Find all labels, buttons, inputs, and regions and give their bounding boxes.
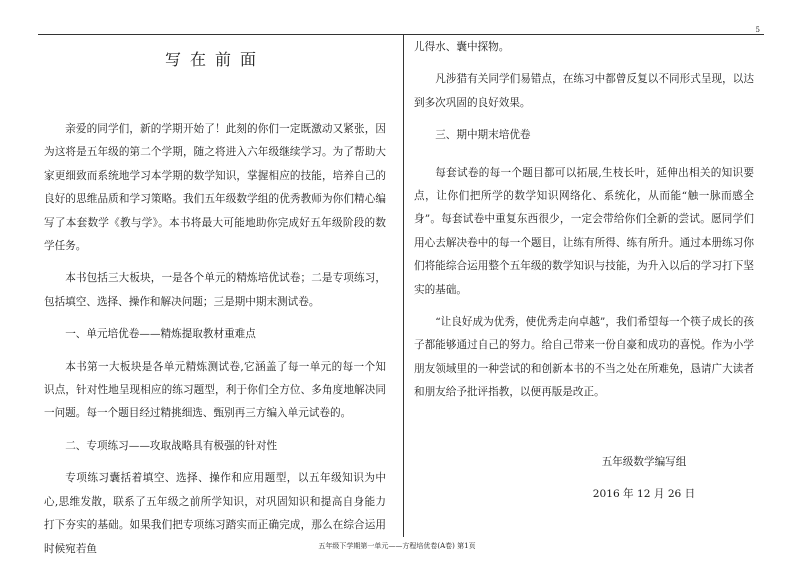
special-paragraph: 专项练习囊括着填空、选择、操作和应用题型，以五年级知识为中心,思维发散，联系了五年级之前所学知识，对巩固知识和提高自身能力打下夯实的基础。如果我们把专项练习踏实而正确完成，那么在综合运用时候宛若鱼 bbox=[44, 472, 386, 555]
page-number: 5 bbox=[755, 26, 760, 34]
closing-paragraph: “让良好成为优秀，使优秀走向卓越”，我们希望每一个筷子成长的孩子都能够通过自己的努力。给自己带来一份自豪和成功的喜悦。作为小学朋友领域里的一种尝试的和创新本书的不当之处在所难免，恳请广大读者和朋友给予批评指教，以便再版是改正。 bbox=[414, 316, 754, 399]
section-heading-special: 二、专项练习——攻取战略具有极强的针对性 bbox=[65, 439, 278, 452]
right-column bbox=[414, 36, 754, 507]
continued-paragraph: 儿得水、囊中探物。 bbox=[414, 41, 510, 53]
signature-date: 2016 年 12 月 26 日 bbox=[592, 488, 696, 501]
unit-paragraph: 本书第一大板块是各单元精炼测试卷,它涵盖了每一单元的每一个知识点，针对性地呈现相应的练习题型，利于你们全方位、多角度地解决同一问题。每一个题目经过精挑细选、甄别再三方编入单元试卷的。 bbox=[44, 360, 386, 420]
section-heading-unit: 一、单元培优卷——精炼提取教材重难点 bbox=[65, 328, 256, 341]
mistakes-paragraph: 凡涉猎有关同学们易错点，在练习中都曾反复以不同形式呈现，以达到多次巩固的良好效果。 bbox=[414, 73, 754, 109]
top-rule bbox=[38, 34, 764, 35]
overview-paragraph: 本书包括三大板块，一是各个单元的精炼培优试卷；二是专项练习，包括填空、选择、操作和解决问题；三是期中期末测试卷。 bbox=[44, 272, 386, 308]
left-column bbox=[44, 36, 386, 561]
section-heading-exam: 三、期中期末培优卷 bbox=[435, 129, 531, 142]
author-signature: 五年级数学编写组 bbox=[601, 455, 687, 468]
exam-paragraph: 每套试卷的每一个题目都可以拓展,生枝长叶，延伸出相关的知识要点，让你们把所学的数学知识网络化、系统化，从而能“触一脉而感全身”。每套试卷中重复东西很少，一定会带给你们全新的尝试。愿同学们用心去解决卷中的每一个题目，让练有所得、练有所升。通过本册练习你们将能综合运用整个五年级的数学知识与技能，为升入以后的学习打下坚实的基础。 bbox=[414, 166, 754, 296]
column-divider bbox=[403, 34, 404, 537]
page-footer: 五年级下学期第一单元——方程培优卷(A卷) 第1页 bbox=[318, 542, 476, 550]
intro-paragraph: 亲爱的同学们，新的学期开始了！此刻的你们一定既激动又紧张，因为这将是五年级的第二个学期，随之将进入六年级继续学习。为了帮助大家更细致而系统地学习本学期的数学知识，掌握相应的技能，培养自己的良好的思维品质和学习策略。我们五年级数学组的优秀教师为你们精心编写了本套数学《教与学》。本书将最大可能地助你完成好五年级阶段的数学任务。 bbox=[44, 123, 386, 253]
document-title: 写在前面 bbox=[164, 50, 265, 69]
